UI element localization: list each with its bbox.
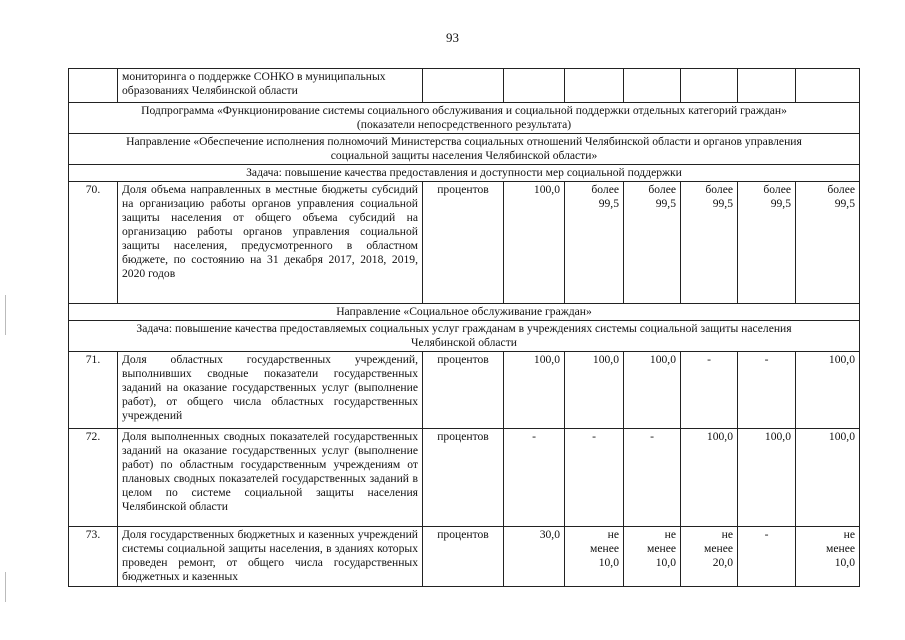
indicator-description: Доля объема направленных в местные бюджеты субсидий на организацию работы органов управления социальной защиты населения от общего объема субсидий на организацию работы органов управления социальной защиты населения, предусмотренного в областном бюджете, по состоянию на 31 декабря 2017, 2018, 2019, 2020 годов	[118, 182, 423, 304]
indicator-description: Доля выполненных сводных показателей государственных заданий на оказание государственных услуг (выполнение работ) по областным государственным учреждениям от плановых сводных показателей государственных заданий в целом по системе социальной защиты населения Челябинской области	[118, 429, 423, 527]
indicator-value	[504, 69, 565, 103]
value-line: 100,0	[533, 353, 560, 366]
table-row	[69, 527, 860, 587]
indicator-value	[565, 69, 624, 103]
section-heading	[69, 321, 860, 352]
value-line: 10,0	[655, 556, 676, 569]
indicator-value	[681, 69, 738, 103]
value-line: 30,0	[539, 528, 560, 541]
heading-line: социальной защиты населения Челябинской области»	[330, 149, 598, 162]
indicator-value	[504, 527, 565, 587]
value-line: 99,5	[712, 197, 733, 210]
unit-of-measure: процентов	[423, 352, 504, 429]
value-line: менее	[590, 542, 619, 555]
value-line: -	[650, 430, 654, 443]
row-number: 73.	[69, 527, 118, 587]
description-line: образованиях Челябинской области	[122, 84, 298, 97]
indicator-value	[681, 429, 738, 527]
row-number	[69, 69, 118, 103]
value-line: 100,0	[533, 183, 560, 196]
indicator-value	[738, 69, 796, 103]
indicator-value	[565, 527, 624, 587]
value-line: более	[827, 183, 855, 196]
value-line: более	[705, 183, 733, 196]
value-line: не	[664, 528, 676, 541]
indicator-value	[504, 182, 565, 304]
row-number: 70.	[69, 182, 118, 304]
value-line: менее	[647, 542, 676, 555]
indicator-value	[624, 69, 681, 103]
heading-line: Задача: повышение качества предоставляемых социальных услуг гражданам в учреждениях системы социальной защиты населения	[136, 322, 792, 335]
value-line: более	[648, 183, 676, 196]
indicator-description	[118, 69, 423, 103]
heading-line: Направление «Обеспечение исполнения полномочий Министерства социальных отношений Челябинской области и органов управления	[126, 135, 802, 148]
unit-of-measure: процентов	[423, 429, 504, 527]
value-line: 100,0	[828, 430, 855, 443]
indicators-table	[68, 68, 860, 587]
indicator-value	[624, 182, 681, 304]
indicator-value	[624, 429, 681, 527]
unit-of-measure: процентов	[423, 182, 504, 304]
row-number: 71.	[69, 352, 118, 429]
value-line: 100,0	[706, 430, 733, 443]
indicator-value	[681, 527, 738, 587]
indicator-value	[681, 182, 738, 304]
indicator-value	[738, 182, 796, 304]
section-heading	[69, 134, 860, 165]
indicator-value	[738, 352, 796, 429]
indicator-value	[738, 429, 796, 527]
value-line: 100,0	[649, 353, 676, 366]
value-line: -	[764, 353, 769, 366]
value-line: 99,5	[655, 197, 676, 210]
heading-line: (показатели непосредственного результата)	[356, 118, 572, 131]
value-line: -	[532, 430, 536, 443]
value-line: 100,0	[828, 353, 855, 366]
indicator-value	[624, 527, 681, 587]
value-line: 100,0	[764, 430, 791, 443]
heading-line: Направление «Социальное обслуживание граждан»	[336, 305, 592, 318]
indicator-value	[796, 429, 860, 527]
table-row	[69, 352, 860, 429]
value-line: 20,0	[712, 556, 733, 569]
row-number: 72.	[69, 429, 118, 527]
value-line: 10,0	[598, 556, 619, 569]
table-row	[69, 429, 860, 527]
section-heading	[69, 304, 860, 321]
heading-line: Челябинской области	[411, 336, 517, 349]
indicator-description: Доля областных государственных учреждений, выполнивших сводные показатели государственных заданий на оказание государственных услуг (выполнение работ), от общего числа областных государственных учреждений	[118, 352, 423, 429]
indicator-description: Доля государственных бюджетных и казенных учреждений системы социальной защиты населения, в зданиях которых проведен ремонт, от общего числа государственных бюджетных и казенных	[118, 527, 423, 587]
indicator-value	[565, 429, 624, 527]
value-line: 100,0	[592, 353, 619, 366]
indicator-value	[504, 429, 565, 527]
scan-edge-mark	[5, 295, 6, 335]
indicator-value	[565, 182, 624, 304]
section-heading	[69, 103, 860, 134]
description-line: мониторинга о поддержке СОНКО в муниципальных	[122, 70, 386, 83]
heading-line: Задача: повышение качества предоставления и доступности мер социальной поддержки	[246, 166, 682, 179]
section-heading-row	[69, 304, 860, 321]
indicator-value	[796, 527, 860, 587]
value-line: более	[591, 183, 619, 196]
section-heading-row	[69, 103, 860, 134]
section-heading-row	[69, 321, 860, 352]
indicator-value	[504, 352, 565, 429]
value-line: не	[607, 528, 619, 541]
unit-of-measure	[423, 69, 504, 103]
heading-line: Подпрограмма «Функционирование системы социального обслуживания и социальной поддержки отдельных категорий граждан»	[141, 104, 787, 117]
section-heading	[69, 165, 860, 182]
value-line: 10,0	[834, 556, 855, 569]
value-line: менее	[826, 542, 855, 555]
indicator-value	[796, 182, 860, 304]
table-row	[69, 69, 860, 103]
page-number: 93	[446, 30, 459, 45]
indicator-value	[565, 352, 624, 429]
table-body	[69, 69, 860, 587]
value-line: менее	[704, 542, 733, 555]
indicator-value	[624, 352, 681, 429]
value-line: 99,5	[770, 197, 791, 210]
indicator-value	[796, 69, 860, 103]
value-line: более	[763, 183, 791, 196]
indicator-value	[796, 352, 860, 429]
unit-of-measure: процентов	[423, 527, 504, 587]
scan-edge-mark	[5, 572, 6, 602]
value-line: -	[707, 353, 711, 366]
section-heading-row	[69, 134, 860, 165]
value-line: не	[843, 528, 855, 541]
indicator-value	[681, 352, 738, 429]
table-row	[69, 182, 860, 304]
value-line: не	[721, 528, 733, 541]
value-line: -	[764, 528, 769, 541]
value-line: 99,5	[598, 197, 619, 210]
value-line: -	[592, 430, 596, 443]
indicator-value	[738, 527, 796, 587]
section-heading-row	[69, 165, 860, 182]
value-line: 99,5	[834, 197, 855, 210]
